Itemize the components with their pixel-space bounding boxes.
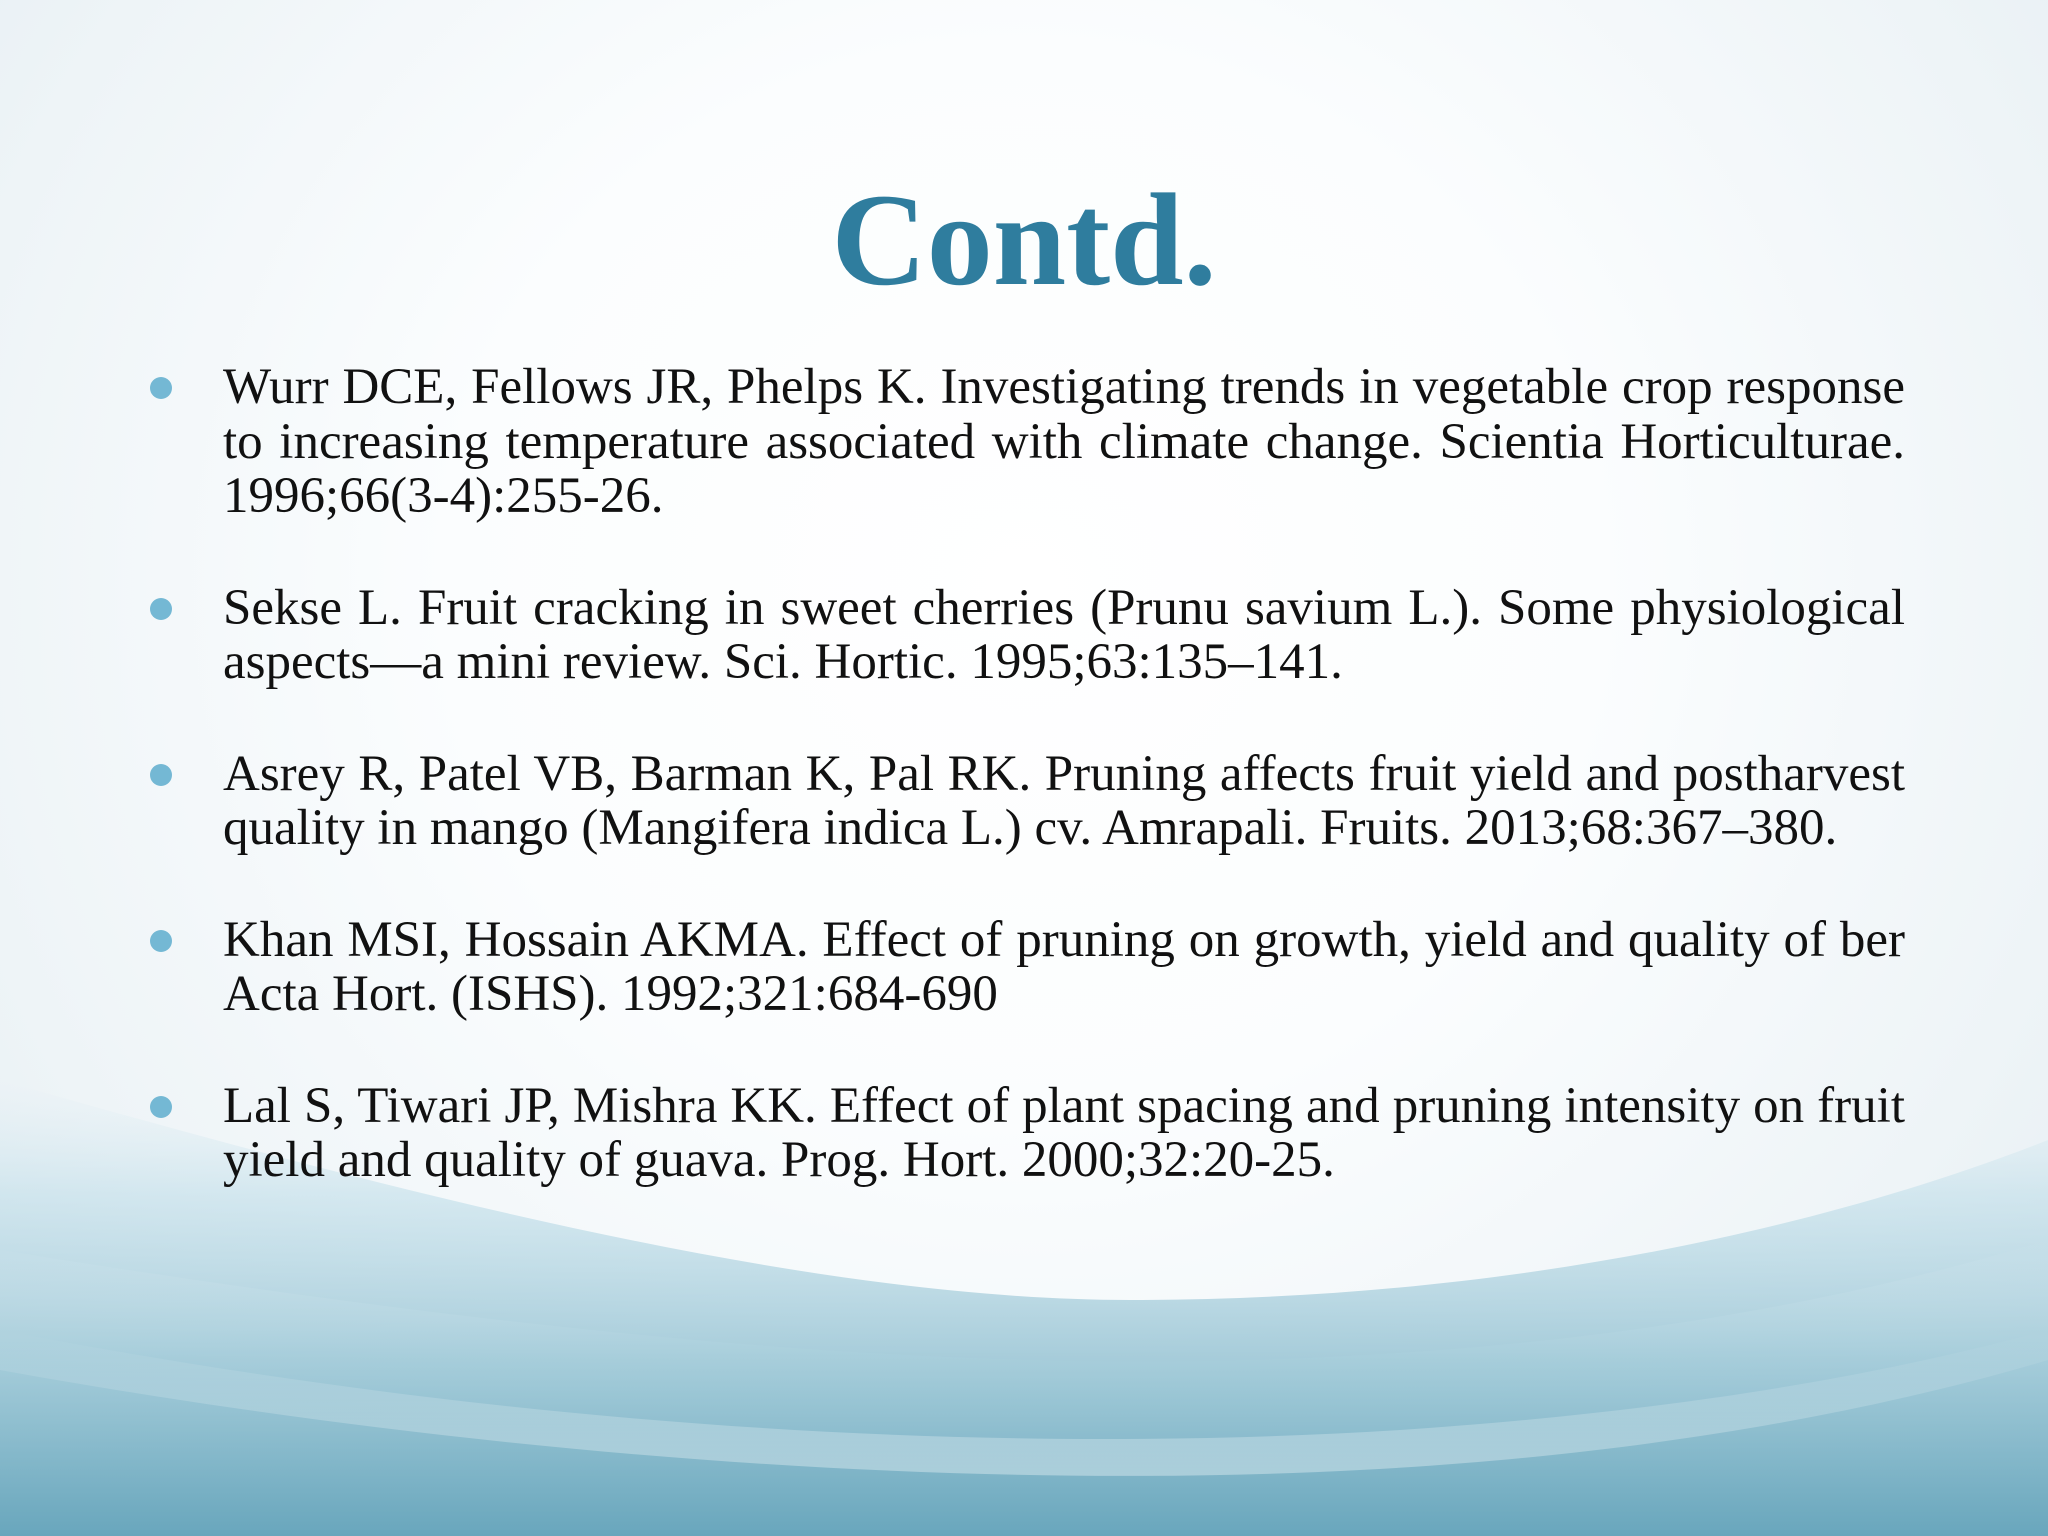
bullet-icon: [150, 377, 172, 399]
bullet-icon: [150, 598, 172, 620]
reference-text: Sekse L. Fruit cracking in sweet cherries (Prunu savium L.). Some physiological aspects—a mini review. Sci. Hortic. 1995;63:135–141.: [223, 579, 1905, 690]
reference-list: [145, 360, 1905, 1245]
slide-title: Contd.: [831, 166, 1217, 313]
list-item: [145, 1079, 1905, 1188]
reference-text: Asrey R, Patel VB, Barman K, Pal RK. Pruning affects fruit yield and postharvest quality in mango (Mangifera indica L.) cv. Amrapali. Fruits. 2013;68:367–380.: [223, 745, 1905, 856]
list-item: [145, 747, 1905, 856]
reference-text: Khan MSI, Hossain AKMA. Effect of pruning on growth, yield and quality of ber Acta Hort. (ISHS). 1992;321:684-690: [223, 911, 1905, 1022]
list-item: [145, 360, 1905, 524]
reference-text: Wurr DCE, Fellows JR, Phelps K. Investigating trends in vegetable crop response to increasing temperature associated with climate change. Scientia Horticulturae. 1996;66(3-4):255-26.: [223, 359, 1905, 524]
list-item: [145, 581, 1905, 690]
reference-text: Lal S, Tiwari JP, Mishra KK. Effect of plant spacing and pruning intensity on fruit yield and quality of guava. Prog. Hort. 2000;32:20-25.: [223, 1077, 1905, 1188]
bullet-icon: [150, 1096, 172, 1118]
bullet-icon: [150, 764, 172, 786]
list-item: [145, 913, 1905, 1022]
bullet-icon: [150, 930, 172, 952]
